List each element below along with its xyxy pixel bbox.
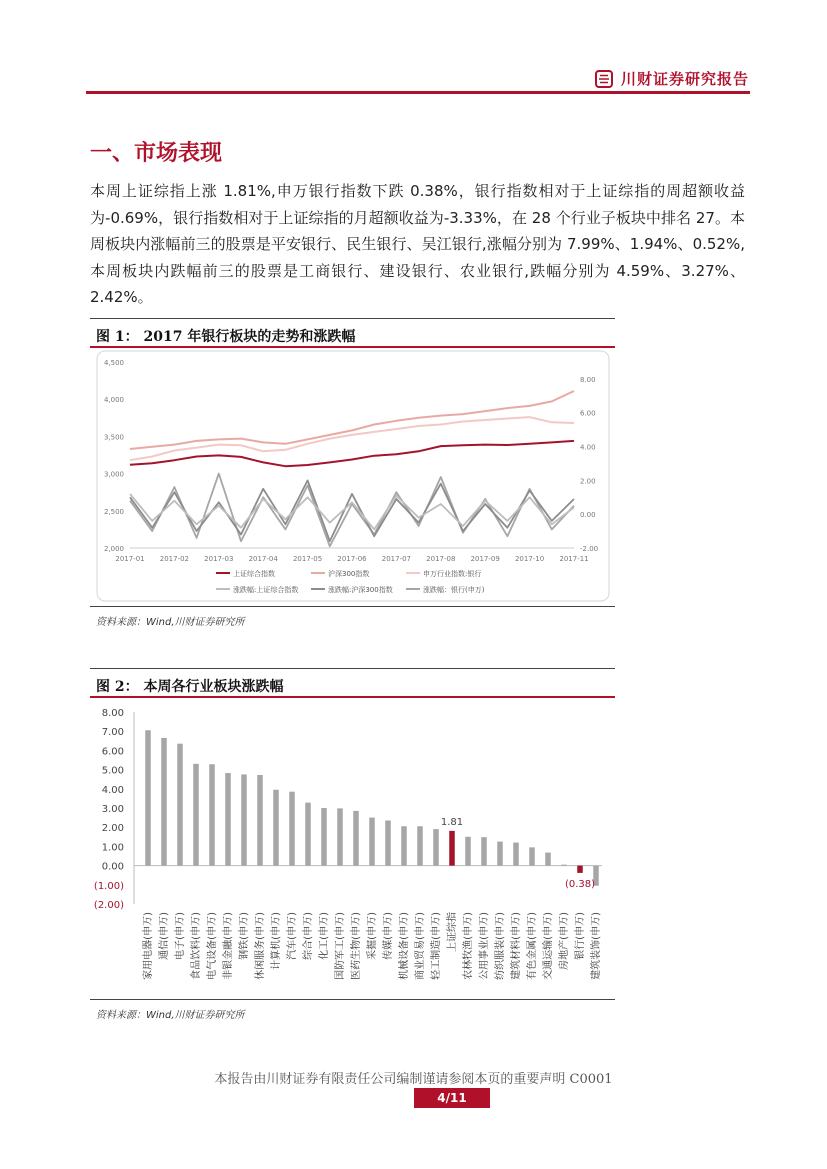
chart2-category-label: 通信(申万) [159, 912, 170, 960]
figure2-bottom-rule [90, 999, 615, 1000]
figure1-top-rule [90, 318, 615, 319]
chart1-yright-tick: 8.00 [580, 375, 596, 384]
chart2-bar [321, 808, 327, 866]
chart1-yright-tick: 4.00 [580, 443, 596, 452]
chart2-bar [225, 773, 231, 866]
chart2-category-label: 采掘(申万) [367, 912, 378, 960]
chart1-legend-label: 沪深300指数 [328, 570, 370, 578]
chart1-x-tick: 2017-02 [159, 555, 190, 563]
chart2-category-label: 综合(申万) [303, 912, 314, 960]
chart2-bar [545, 853, 551, 866]
chart2-y-tick: 5.00 [101, 765, 124, 777]
chart1-yleft-tick: 3,500 [103, 433, 124, 442]
chart2-category-label: 有色金属(申万) [527, 912, 538, 980]
chart1-yright-tick: 6.00 [580, 409, 596, 418]
chart2-bar [497, 842, 503, 866]
chart2-category-label: 电子(申万) [175, 912, 186, 960]
figure1-source: 资料来源：Wind,川财证券研究所 [96, 617, 245, 628]
summary-paragraph: 本周上证综指上涨 1.81%,申万银行指数下跌 0.38%，银行指数相对于上证综指的周超额收益为-0.69%，银行指数相对于上证综指的月超额收益为-3.33%，在 28 个行业子板块中排名 27。本周板块内涨幅前三的股票是平安银行、民生银行、吴江银行,涨幅分别为 7.99%、1.94%、0.52%,本周板块内跌幅前三的股票是工商银行、建设银行、农业银行,跌幅分别为 4.59%、3.27%、2.42%。 [90, 182, 745, 306]
logo-icon [595, 70, 613, 88]
brand-text: 川财证券研究报告 [620, 70, 749, 88]
chart2-category-label: 国防军工(申万) [335, 912, 346, 980]
chart2-bar [257, 775, 263, 866]
chart2-y-tick: 2.00 [101, 823, 124, 835]
chart2-bar [337, 808, 343, 865]
chart2-category-label: 计算机(申万) [271, 912, 282, 970]
chart2-data-label: 1.81 [440, 816, 464, 828]
chart1-x-tick: 2017-09 [470, 555, 500, 563]
chart2-y-tick: 4.00 [101, 784, 124, 796]
chart1-yright-tick: -2.00 [580, 545, 599, 553]
chart2-bar [177, 744, 183, 866]
chart2-bar [577, 866, 583, 873]
chart1-legend-label: 涨跌幅:沪深300指数 [328, 586, 393, 594]
figure1-title-rule [90, 346, 615, 348]
chart2-category-label: 汽车(申万) [287, 912, 298, 960]
figure2-title-rule [90, 696, 615, 698]
chart1-legend-label: 上证综合指数 [233, 570, 275, 578]
chart2-category-label: 上证综指 [447, 912, 458, 952]
chart2-category-label: 房地产(申万) [559, 912, 570, 970]
chart1-x-tick: 2017-03 [204, 555, 234, 563]
chart2-bar [465, 837, 471, 866]
chart2-category-label: 休闲服务(申万) [255, 912, 266, 980]
chart1-yleft-tick: 2,000 [103, 545, 124, 553]
chart2-bar [193, 764, 199, 866]
figure2-source: 资料来源：Wind,川财证券研究所 [96, 1010, 245, 1021]
figure2-bar-chart [90, 700, 615, 998]
chart2-bar [145, 730, 151, 865]
chart1-legend-label: 涨跌幅:上证综合指数 [233, 586, 299, 594]
figure2-top-rule [90, 668, 615, 669]
chart2-bar [433, 829, 439, 865]
chart1-x-tick: 2017-11 [559, 555, 589, 563]
chart2-bar [513, 843, 519, 866]
chart2-category-label: 建筑材料(申万) [511, 912, 522, 980]
chart1-x-tick: 2017-05 [292, 555, 323, 563]
chart1-frame [97, 351, 609, 601]
chart2-bar [417, 826, 423, 865]
chart2-category-label: 医药生物(申万) [351, 912, 362, 980]
chart2-bar [369, 818, 375, 866]
chart2-category-label: 钢铁(申万) [239, 912, 250, 960]
chart2-data-label: (0.38) [564, 878, 596, 890]
chart1-yleft-tick: 2,500 [103, 507, 124, 516]
chart1-yright-tick: 0.00 [580, 511, 596, 520]
chart1-legend-label: 申万行业指数:银行 [423, 570, 482, 578]
chart2-category-label: 农林牧渔(申万) [463, 912, 474, 980]
chart2-bar [161, 738, 167, 866]
figure1-title: 图 1： 2017 年银行板块的走势和涨跌幅 [96, 329, 356, 345]
chart2-bar [529, 847, 535, 865]
chart1-x-tick: 2017-07 [381, 555, 412, 563]
chart2-y-tick: (1.00) [93, 880, 124, 892]
chart2-category-label: 公用事业(申万) [479, 912, 490, 980]
chart2-category-label: 商业贸易(申万) [415, 912, 426, 980]
chart1-x-tick: 2017-06 [337, 555, 367, 563]
chart2-category-label: 家用电器(申万) [143, 912, 154, 980]
chart2-category-label: 化工(申万) [319, 912, 330, 960]
chart2-bar [305, 803, 311, 866]
page-number: 4/11 [414, 1088, 490, 1108]
chart2-bar [289, 792, 295, 866]
section-title: 一、市场表现 [90, 140, 223, 166]
chart1-yleft-tick: 4,500 [103, 359, 124, 367]
chart2-bar [481, 837, 487, 865]
chart2-bar [449, 831, 455, 866]
chart2-y-tick: 7.00 [101, 727, 124, 739]
chart1-yright-tick: 2.00 [580, 477, 596, 486]
chart1-x-tick: 2017-10 [514, 555, 545, 563]
chart2-y-tick: 6.00 [101, 746, 124, 758]
chart2-y-tick: (2.00) [93, 900, 124, 911]
chart2-y-tick: 1.00 [101, 842, 124, 854]
chart2-bar [241, 774, 247, 865]
chart2-category-label: 银行(申万) [575, 912, 586, 960]
chart1-yleft-tick: 3,000 [103, 470, 124, 479]
chart2-category-label: 非银金融(申万) [223, 912, 234, 980]
chart1-x-tick: 2017-08 [426, 555, 456, 563]
footer-disclaimer: 本报告由川财证券有限责任公司编制谨请参阅本页的重要声明 C0001 [214, 1072, 613, 1087]
chart2-bar [401, 826, 407, 865]
chart2-y-tick: 8.00 [101, 708, 124, 719]
header-rule [86, 91, 750, 94]
header-brand [595, 68, 749, 89]
chart2-category-label: 轻工制造(申万) [431, 912, 442, 980]
chart2-bar [561, 865, 567, 866]
chart2-category-label: 传媒(申万) [383, 912, 394, 960]
chart2-bar [353, 811, 359, 866]
figure1-line-chart [96, 350, 610, 602]
chart2-category-label: 电气设备(申万) [207, 912, 218, 980]
chart2-bar [273, 790, 279, 866]
chart2-y-tick: 3.00 [101, 804, 124, 815]
chart1-yleft-tick: 4,000 [103, 396, 124, 405]
figure2-title: 图 2： 本周各行业板块涨跌幅 [96, 679, 284, 695]
chart2-category-label: 纺织服装(申万) [495, 912, 506, 980]
chart2-category-label: 食品饮料(申万) [191, 912, 202, 980]
chart1-x-tick: 2017-04 [248, 555, 278, 563]
chart2-category-label: 机械设备(申万) [399, 912, 410, 980]
chart2-bar [209, 764, 215, 865]
figure1-bottom-rule [90, 606, 615, 607]
chart2-bar [385, 820, 391, 865]
chart1-x-tick: 2017-01 [115, 555, 145, 563]
chart2-y-tick: 0.00 [101, 861, 124, 873]
chart2-category-label: 交通运输(申万) [543, 912, 554, 980]
chart2-category-label: 建筑装饰(申万) [591, 912, 602, 980]
chart1-legend-label: 涨跌幅：银行(申万) [423, 586, 485, 594]
